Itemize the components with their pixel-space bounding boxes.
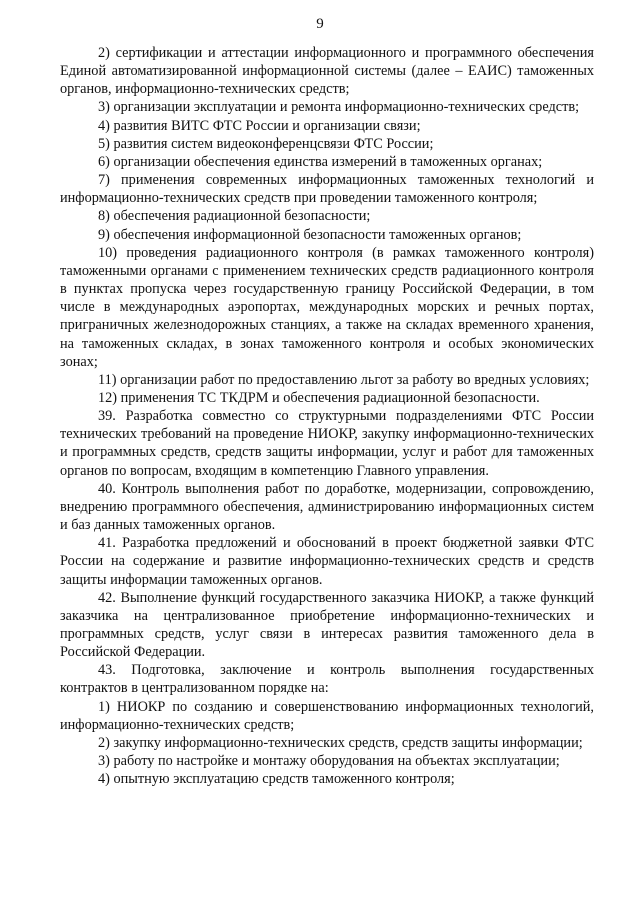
paragraph: 40. Контроль выполнения работ по доработке, модернизации, сопровождению, внедрению программного обеспечения, администрированию информационных систем и баз данных таможенных органов. (60, 480, 594, 534)
paragraph: 2) сертификации и аттестации информационного и программного обеспечения Единой автоматизированной информационной системы (далее – ЕАИС) таможенных органов, информационно-технических средств; (60, 45, 594, 98)
paragraph: 3) работу по настройке и монтажу оборудования на объектах эксплуатации; (98, 753, 560, 770)
paragraph: 41. Разработка предложений и обоснований в проект бюджетной заявки ФТС России на содержание и развитие информационно-технических средств и средств защиты информации таможенных органов. (60, 535, 594, 588)
paragraph: 2) закупку информационно-технических средств, средств защиты информации; (98, 734, 583, 751)
page-number: 9 (316, 16, 324, 32)
paragraph: 42. Выполнение функций государственного заказчика НИОКР, а также функций заказчика на централизованное приобретение информационно-технических и программных средств, услуг связи в интересах развития таможенного дела в Российской Федерации. (60, 589, 594, 661)
paragraph: 5) развития систем видеоконференцсвязи ФТС России; (98, 135, 434, 152)
document-body (60, 44, 594, 788)
paragraph: 3) организации эксплуатации и ремонта информационно-технических средств; (98, 99, 580, 116)
paragraph: 6) организации обеспечения единства измерений в таможенных органах; (98, 153, 543, 170)
paragraph: 11) организации работ по предоставлению льгот за работу во вредных условиях; (98, 371, 590, 388)
paragraph: 10) проведения радиационного контроля (в рамках таможенного контроля) таможенными органами с применением технических средств радиационного контроля в пунктах пропуска через государственную границу Российской Федерации, в том числе в международных аэропортах, международных морских и речных портах, приграничных железнодорожных станциях, а также на складах временного хранения, на таможенных складах, в зонах таможенного контроля и особых экономических зонах; (60, 244, 594, 370)
paragraph: 9) обеспечения информационной безопасности таможенных органов; (98, 226, 522, 243)
paragraph: 7) применения современных информационных таможенных технологий и информационно-технических средств при проведении таможенного контроля; (60, 172, 594, 207)
paragraph: 39. Разработка совместно со структурными подразделениями ФТС России технических требований на проведение НИОКР, закупку информационно-технических и программных средств, средств защиты информации, услуг и работ для таможенных органов по вопросам, входящим в компетенцию Главного управления. (60, 408, 594, 479)
paragraph: 4) развития ВИТС ФТС России и организации связи; (98, 117, 421, 134)
paragraph: 12) применения ТС ТКДРМ и обеспечения радиационной безопасности. (98, 389, 540, 406)
paragraph: 8) обеспечения радиационной безопасности; (98, 208, 371, 225)
paragraph: 4) опытную эксплуатацию средств таможенного контроля; (98, 771, 455, 788)
paragraph: 1) НИОКР по созданию и совершенствованию информационных технологий, информационно-технических средств; (60, 698, 594, 733)
paragraph: 43. Подготовка, заключение и контроль выполнения государственных контрактов в централизованном порядке на: (60, 662, 594, 697)
